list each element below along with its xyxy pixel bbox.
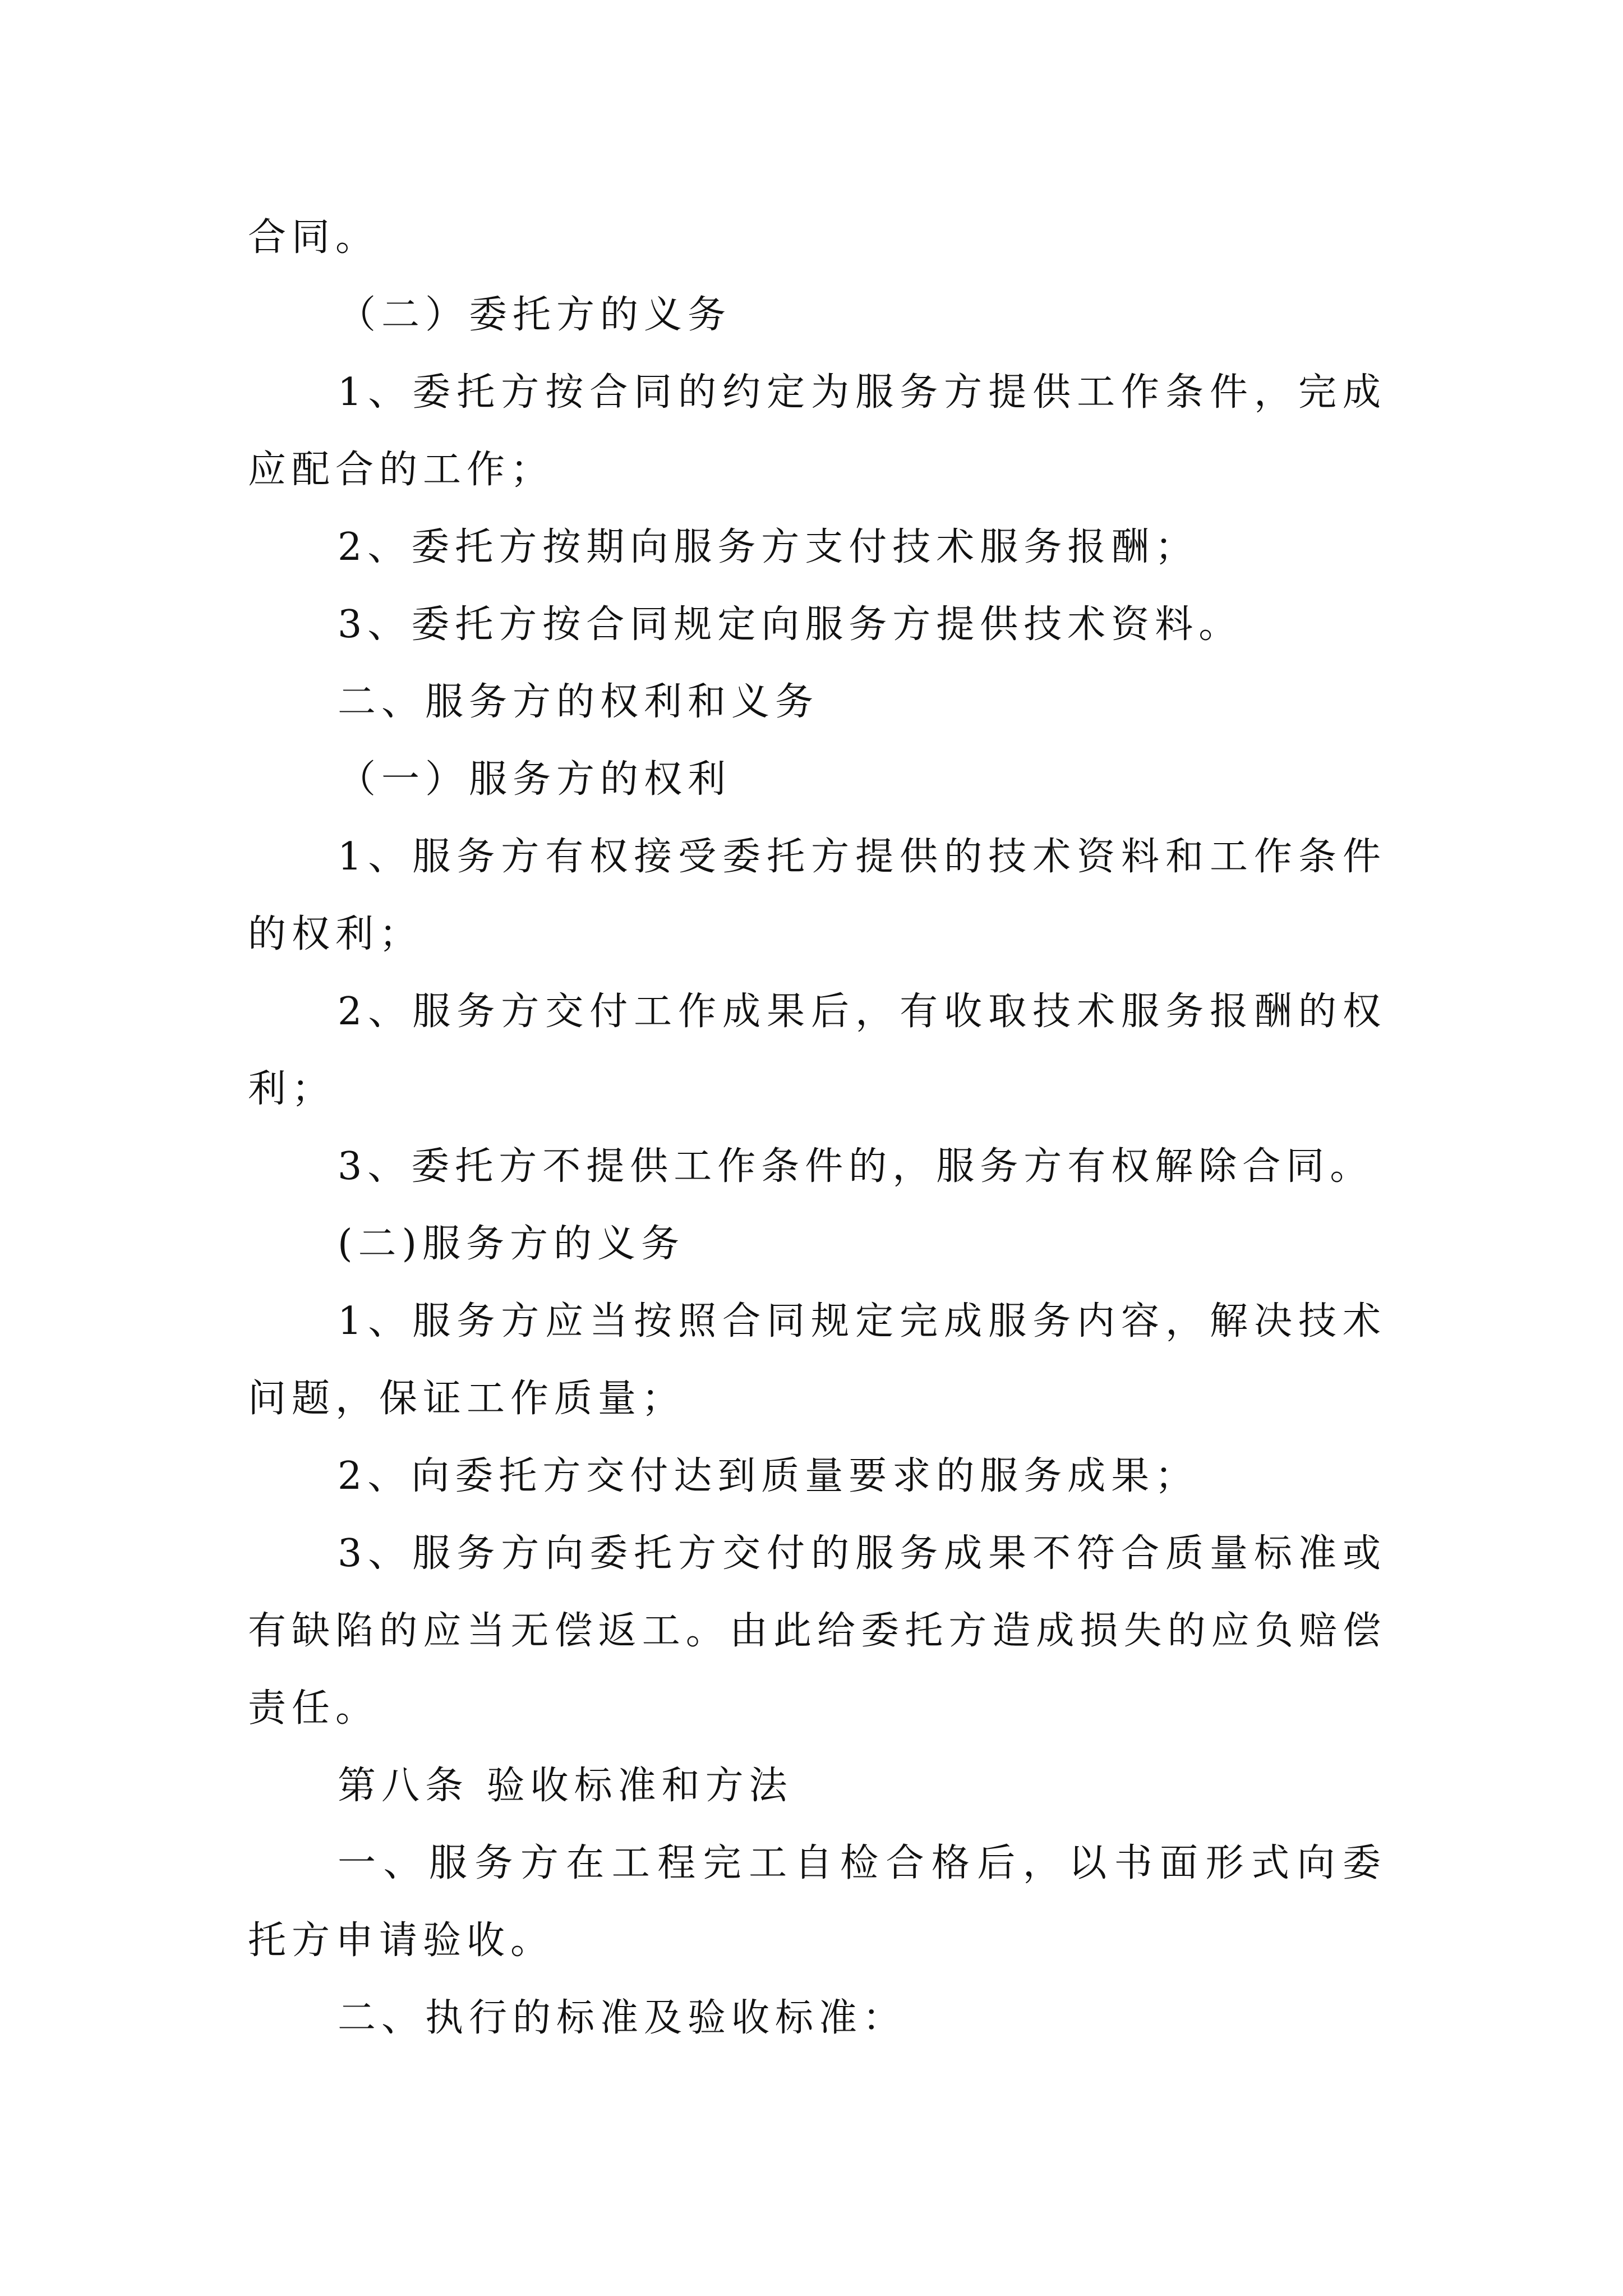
section-heading: 二、服务方的权利和义务 (338, 680, 819, 724)
paragraph: 1、委托方按合同的约定为服务方提供工作条件，完成应配合的工作； (248, 370, 1386, 492)
article-heading: 第八条 验收标准和方法 (338, 1764, 793, 1808)
paragraph: （二）委托方的义务 (338, 293, 732, 337)
paragraph: 2、向委托方交付达到质量要求的服务成果； (338, 1454, 1199, 1498)
subsection-heading: (二)服务方的义务 (338, 1222, 685, 1266)
paragraph: 2、委托方按期向服务方支付技术服务报酬； (338, 525, 1199, 569)
paragraph: 3、委托方不提供工作条件的，服务方有权解除合同。 (338, 1144, 1374, 1189)
paragraph: 3、委托方按合同规定向服务方提供技术资料。 (338, 602, 1243, 647)
paragraph: 2、服务方交付工作成果后，有收取技术服务报酬的权利； (248, 990, 1386, 1111)
document-body (248, 199, 1386, 2057)
paragraph: 一、服务方在工程完工自检合格后，以书面形式向委托方申请验收。 (248, 1841, 1386, 1963)
paragraph: 二、执行的标准及验收标准： (338, 1996, 907, 2040)
subsection-heading: （一）服务方的权利 (338, 757, 732, 802)
paragraph: 合同。 (248, 215, 380, 260)
paragraph: 1、服务方应当按照合同规定完成服务内容，解决技术问题，保证工作质量； (248, 1299, 1386, 1421)
paragraph: 1、服务方有权接受委托方提供的技术资料和工作条件的权利； (248, 835, 1386, 956)
paragraph: 3、服务方向委托方交付的服务成果不符合质量标准或有缺陷的应当无偿返工。由此给委托方造成损失的应负赔偿责任。 (248, 1531, 1386, 1731)
